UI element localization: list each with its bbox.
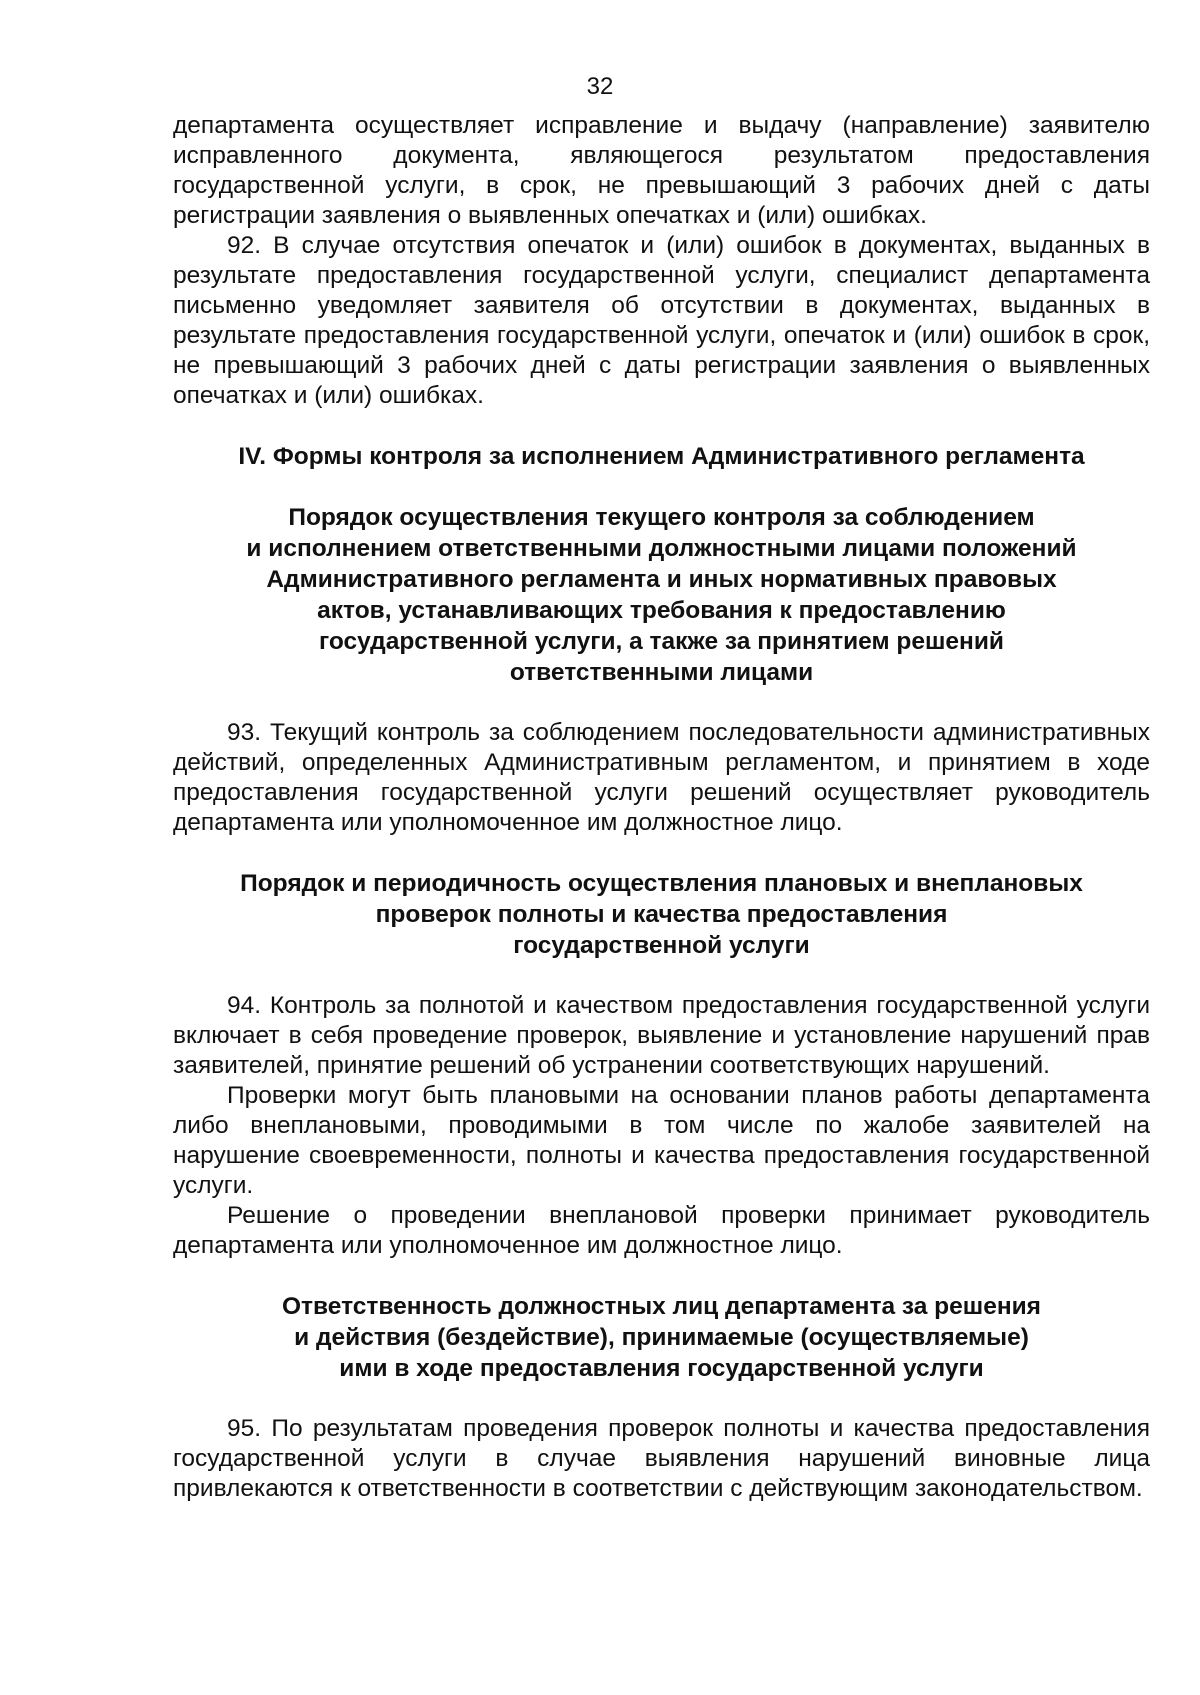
heading-line: проверок полноты и качества предоставления bbox=[375, 901, 948, 928]
paragraph: Решение о проведении внеплановой проверки принимает руководитель департамента или уполномоченное им должностное лицо. bbox=[173, 1202, 1150, 1259]
subsection-heading-responsibility bbox=[173, 1291, 1150, 1384]
heading-line: ответственными лицами bbox=[509, 659, 814, 686]
heading-line: ими в ходе предоставления государственной услуги bbox=[339, 1355, 984, 1382]
paragraph-95: 95. По результатам проведения проверок полноты и качества предоставления государственной услуги в случае выявления нарушений виновные лица привлекаются к ответственности в соответствии с действующим законодательством. bbox=[173, 1415, 1150, 1502]
paragraph: департамента осуществляет исправление и выдачу (направление) заявителю исправленного документа, являющегося результатом предоставления государственной услуги, в срок, не превышающий 3 рабочих дней с даты регистрации заявления о выявленных опечатках и (или) ошибках. bbox=[173, 112, 1150, 229]
paragraph-93: 93. Текущий контроль за соблюдением последовательности административных действий, определенных Административным регламентом, и принятием в ходе предоставления государственной услуги решений осуществляет руководитель департамента или уполномоченное им должностное лицо. bbox=[173, 719, 1150, 836]
subsection-heading-inspections bbox=[173, 868, 1150, 961]
paragraph-94: 94. Контроль за полнотой и качеством предоставления государственной услуги включает в себя проведение проверок, выявление и установление нарушений прав заявителей, принятие решений об устранении соответствующих нарушений. bbox=[173, 992, 1150, 1079]
heading-line: и действия (бездействие), принимаемые (осуществляемые) bbox=[294, 1324, 1029, 1351]
heading-line: Административного регламента и иных нормативных правовых bbox=[266, 566, 1057, 593]
document-body bbox=[173, 111, 1150, 1504]
heading-line: Ответственность должностных лиц департамента за решения bbox=[282, 1293, 1041, 1320]
heading-line: государственной услуги, а также за принятием решений bbox=[319, 628, 1004, 655]
heading-line: актов, устанавливающих требования к предоставлению bbox=[317, 597, 1006, 624]
heading-line: Порядок осуществления текущего контроля за соблюдением bbox=[288, 504, 1035, 531]
paragraph: Проверки могут быть плановыми на основании планов работы департамента либо внеплановыми, проводимыми в том числе по жалобе заявителей на нарушение своевременности, полноты и качества предоставления государственной услуги. bbox=[173, 1082, 1150, 1199]
page-number: 32 bbox=[586, 73, 614, 100]
paragraph-92: 92. В случае отсутствия опечаток и (или) ошибок в документах, выданных в результате предоставления государственной услуги, специалист департамента письменно уведомляет заявителя об отсутствии в документах, выданных в результате предоставления государственной услуги, опечаток и (или) ошибок в срок, не превышающий 3 рабочих дней с даты регистрации заявления о выявленных опечатках и (или) ошибках. bbox=[173, 232, 1150, 409]
subsection-heading-current-control bbox=[173, 502, 1150, 688]
section-heading-iv bbox=[173, 441, 1150, 472]
heading-line: IV. Формы контроля за исполнением Административного регламента bbox=[238, 443, 1085, 470]
heading-line: государственной услуги bbox=[513, 932, 810, 959]
heading-line: Порядок и периодичность осуществления плановых и внеплановых bbox=[240, 870, 1083, 897]
heading-line: и исполнением ответственными должностными лицами положений bbox=[246, 535, 1077, 562]
